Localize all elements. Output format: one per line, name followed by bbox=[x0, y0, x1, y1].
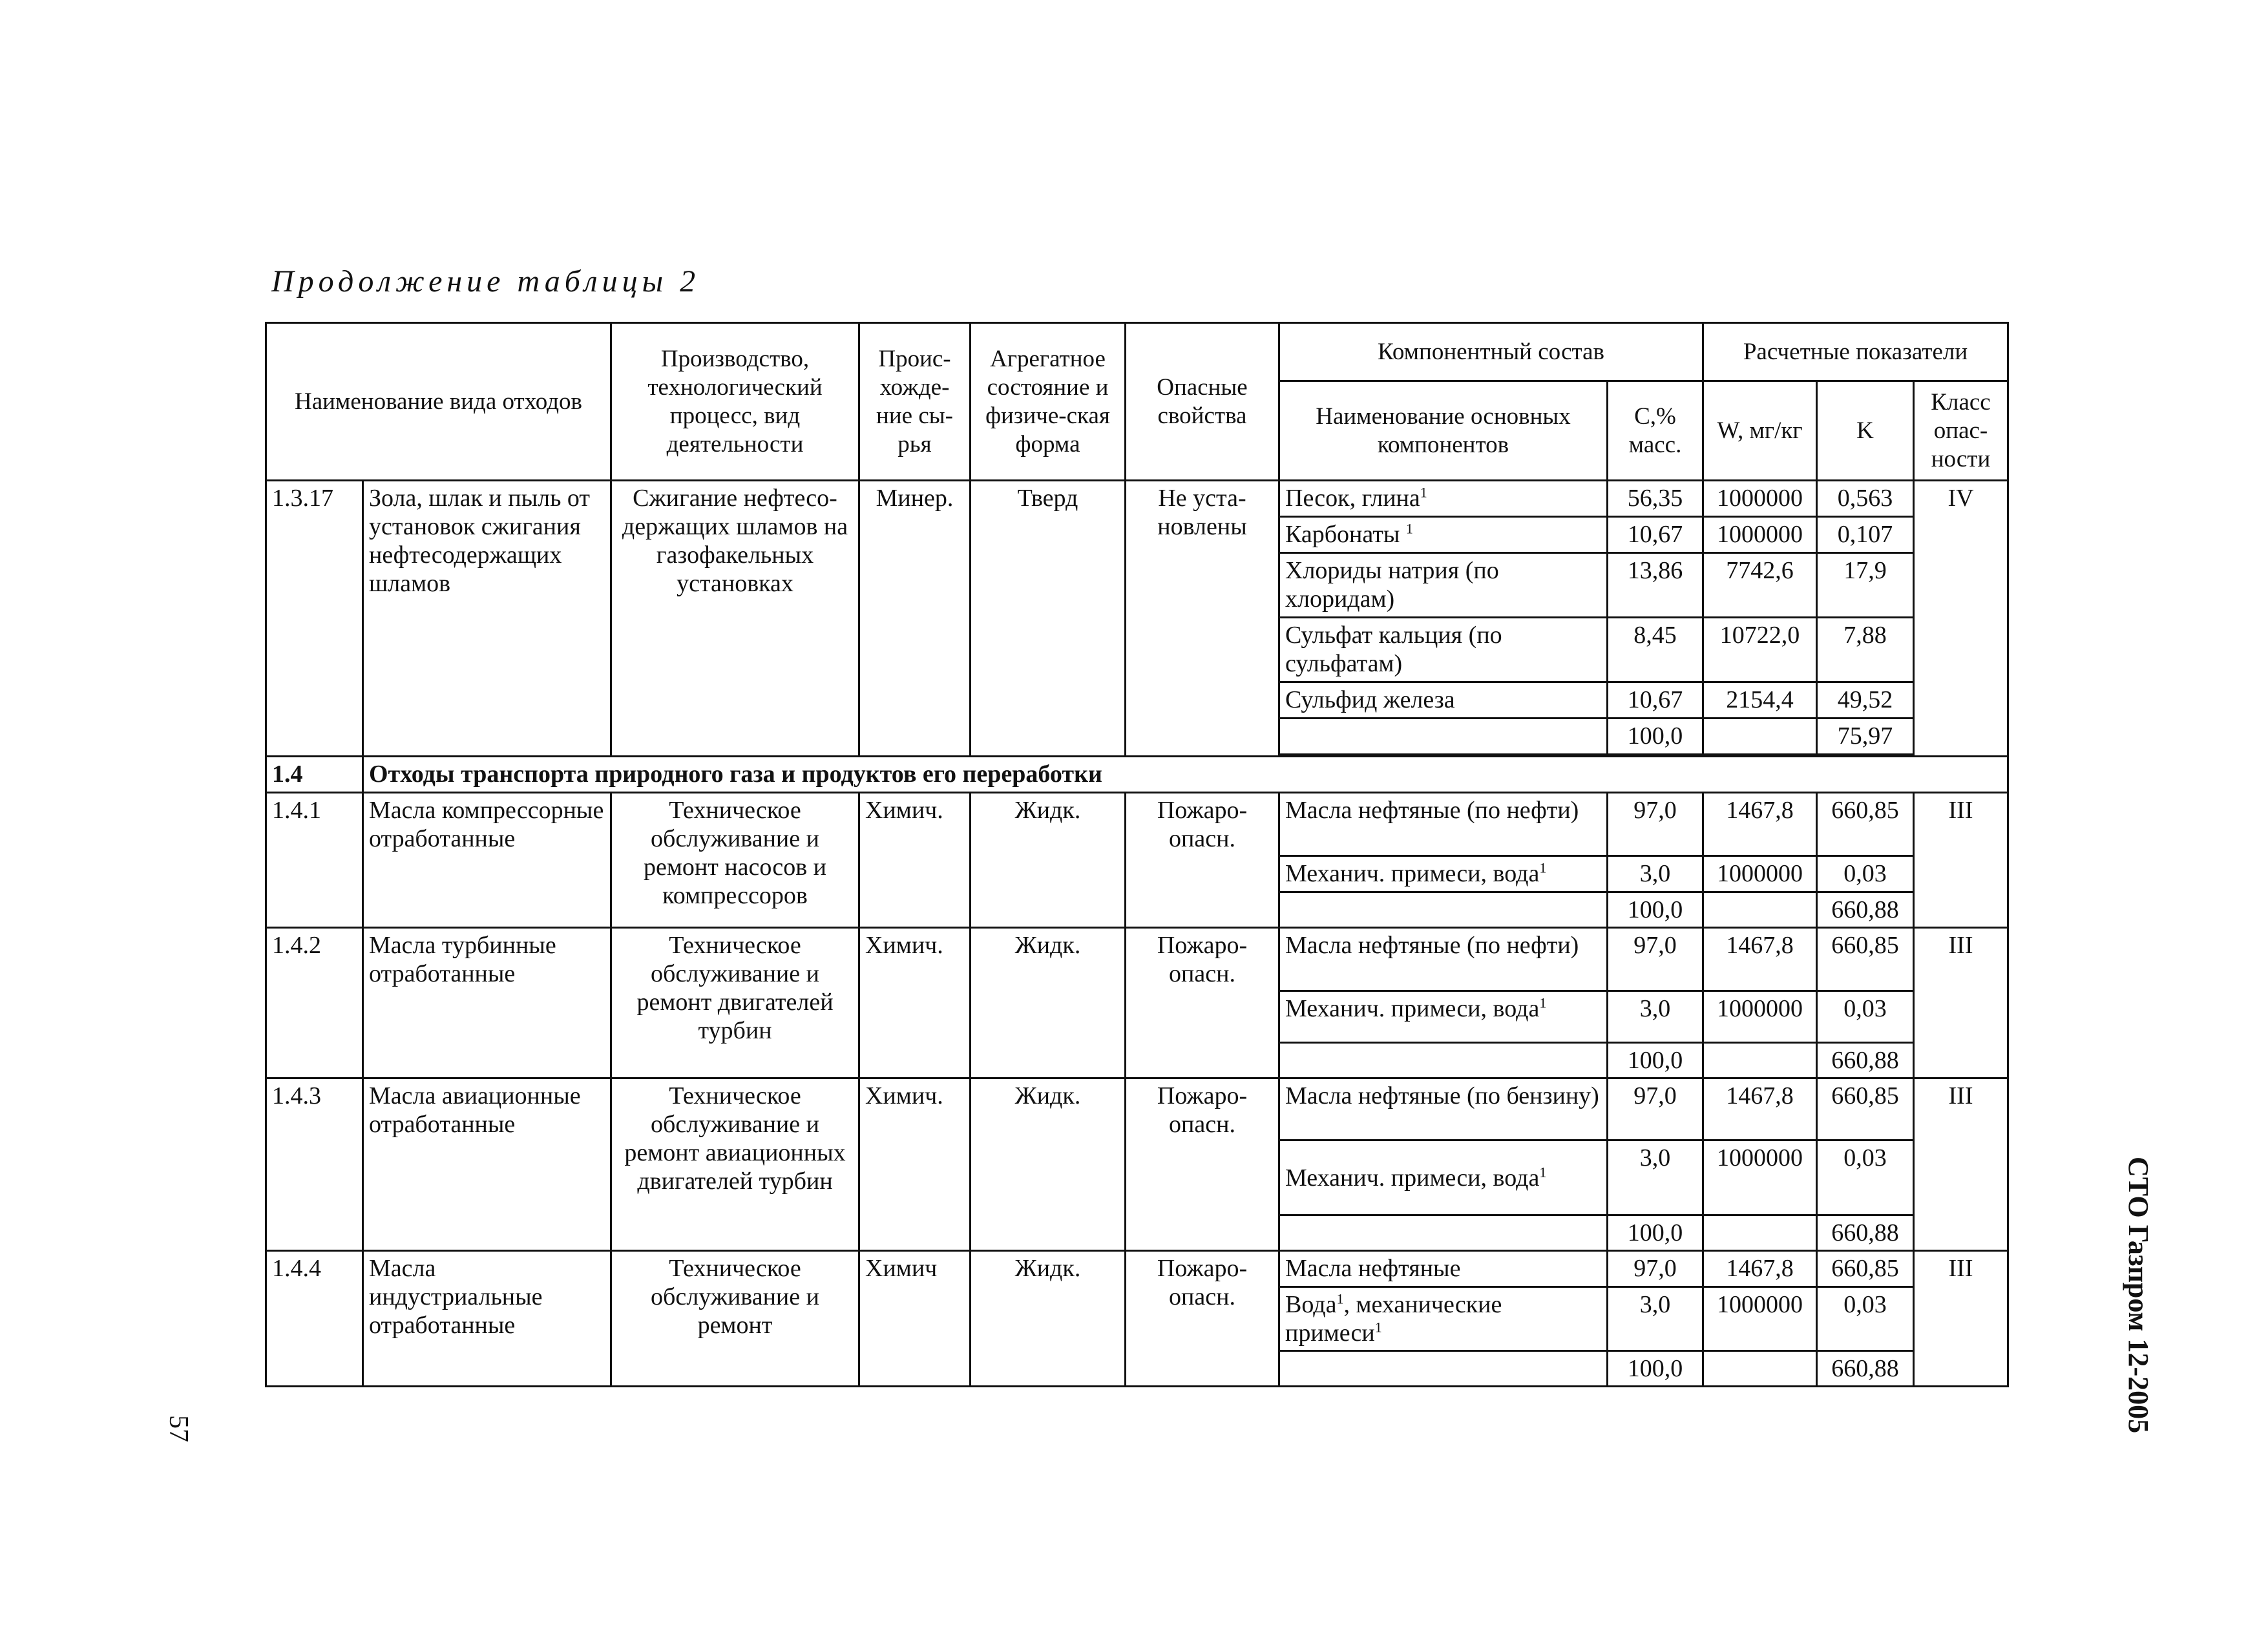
component-w: 1000000 bbox=[1703, 481, 1817, 517]
component-c: 97,0 bbox=[1608, 1251, 1703, 1287]
component-k: 660,85 bbox=[1817, 1078, 1914, 1140]
row-code: 1.4.4 bbox=[266, 1251, 363, 1387]
component-c: 10,67 bbox=[1608, 682, 1703, 719]
row-production: Техническое обслуживание и ремонт bbox=[611, 1251, 859, 1387]
total-w bbox=[1703, 1043, 1817, 1078]
row-class: IV bbox=[1914, 481, 2008, 757]
component-k: 0,107 bbox=[1817, 517, 1914, 553]
row-hazard: Пожаро-опасн. bbox=[1126, 1251, 1279, 1387]
component-name bbox=[1279, 1215, 1608, 1251]
total-w bbox=[1703, 892, 1817, 928]
component-c: 10,67 bbox=[1608, 517, 1703, 553]
row-aggregate: Тверд bbox=[971, 481, 1126, 757]
component-name: Карбонаты $^1$ bbox=[1279, 517, 1608, 553]
component-k: 0,03 bbox=[1817, 1140, 1914, 1215]
component-name bbox=[1279, 1043, 1608, 1078]
total-c: 100,0 bbox=[1608, 1351, 1703, 1387]
component-k: 0,03 bbox=[1817, 1287, 1914, 1351]
row-hazard: Пожаро-опасн. bbox=[1126, 793, 1279, 928]
row-class: III bbox=[1914, 1078, 2008, 1251]
component-name: Масла нефтяные (по нефти) bbox=[1279, 793, 1608, 856]
total-k: 75,97 bbox=[1817, 719, 1914, 755]
header-calc-group: Расчетные показатели bbox=[1703, 323, 2008, 381]
total-k: 660,88 bbox=[1817, 1351, 1914, 1387]
component-k: 0,563 bbox=[1817, 481, 1914, 517]
table-row bbox=[266, 928, 2008, 991]
row-class: III bbox=[1914, 928, 2008, 1078]
row-code: 1.3.17 bbox=[266, 481, 363, 757]
component-k: 660,85 bbox=[1817, 1251, 1914, 1287]
component-w: 1000000 bbox=[1703, 1287, 1817, 1351]
row-aggregate: Жидк. bbox=[971, 1078, 1126, 1251]
component-name: Сульфид железа bbox=[1279, 682, 1608, 719]
header-class: Класс опас-ности bbox=[1914, 381, 2008, 481]
component-c: 97,0 bbox=[1608, 793, 1703, 856]
header-name: Наименование вида отходов bbox=[266, 323, 611, 481]
component-w: 1467,8 bbox=[1703, 928, 1817, 991]
row-class: III bbox=[1914, 1251, 2008, 1387]
component-name: Масла нефтяные (по нефти) bbox=[1279, 928, 1608, 991]
section-row bbox=[266, 757, 2008, 793]
component-w: 1467,8 bbox=[1703, 1078, 1817, 1140]
row-origin: Химич bbox=[859, 1251, 971, 1387]
component-k: 0,03 bbox=[1817, 991, 1914, 1043]
component-k: 7,88 bbox=[1817, 618, 1914, 682]
component-name: Песок, глина$^1$ bbox=[1279, 481, 1608, 517]
component-c: 13,86 bbox=[1608, 553, 1703, 618]
component-name: Масла нефтяные (по бензину) bbox=[1279, 1078, 1608, 1140]
component-w: 1000000 bbox=[1703, 856, 1817, 892]
header-k: K bbox=[1817, 381, 1914, 481]
component-w: 1467,8 bbox=[1703, 1251, 1817, 1287]
component-name: Сульфат кальция (по сульфатам) bbox=[1279, 618, 1608, 682]
header-production: Производство, технологический процесс, вид деятельности bbox=[611, 323, 859, 481]
total-w bbox=[1703, 719, 1817, 755]
component-k: 0,03 bbox=[1817, 856, 1914, 892]
table-row bbox=[266, 1251, 2008, 1287]
header-w: W, мг/кг bbox=[1703, 381, 1817, 481]
total-c: 100,0 bbox=[1608, 1215, 1703, 1251]
row-origin: Химич. bbox=[859, 928, 971, 1078]
component-c: 3,0 bbox=[1608, 1287, 1703, 1351]
row-origin: Химич. bbox=[859, 1078, 971, 1251]
component-k: 660,85 bbox=[1817, 793, 1914, 856]
component-name: Хлориды натрия (по хлоридам) bbox=[1279, 553, 1608, 618]
component-name bbox=[1279, 892, 1608, 928]
component-c: 97,0 bbox=[1608, 928, 1703, 991]
component-c: 3,0 bbox=[1608, 991, 1703, 1043]
row-production: Техническое обслуживание и ремонт насосов и компрессоров bbox=[611, 793, 859, 928]
row-code: 1.4.1 bbox=[266, 793, 363, 928]
component-w: 10722,0 bbox=[1703, 618, 1817, 682]
total-w bbox=[1703, 1351, 1817, 1387]
row-hazard: Пожаро-опасн. bbox=[1126, 928, 1279, 1078]
component-c: 56,35 bbox=[1608, 481, 1703, 517]
row-aggregate: Жидк. bbox=[971, 793, 1126, 928]
component-k: 49,52 bbox=[1817, 682, 1914, 719]
row-name: Зола, шлак и пыль от установок сжигания нефтесодержащих шламов bbox=[363, 481, 611, 757]
component-name bbox=[1279, 1351, 1608, 1387]
total-k: 660,88 bbox=[1817, 892, 1914, 928]
row-origin: Минер. bbox=[859, 481, 971, 757]
row-name: Масла авиационные отработанные bbox=[363, 1078, 611, 1251]
table-row bbox=[266, 481, 2008, 517]
row-aggregate: Жидк. bbox=[971, 928, 1126, 1078]
component-name: Вода$^1$, механические примеси$^1$ bbox=[1279, 1287, 1608, 1351]
table-row bbox=[266, 1078, 2008, 1140]
section-title: Отходы транспорта природного газа и продуктов его переработки bbox=[363, 757, 2008, 793]
component-w: 1000000 bbox=[1703, 991, 1817, 1043]
total-k: 660,88 bbox=[1817, 1043, 1914, 1078]
document-code: СТО Газпром 12-2005 bbox=[2123, 1157, 2154, 1434]
page-number: 57 bbox=[163, 1415, 193, 1442]
row-production: Техническое обслуживание и ремонт авиационных двигателей турбин bbox=[611, 1078, 859, 1251]
row-name: Масла турбинные отработанные bbox=[363, 928, 611, 1078]
table-row bbox=[266, 793, 2008, 856]
total-k: 660,88 bbox=[1817, 1215, 1914, 1251]
row-aggregate: Жидк. bbox=[971, 1251, 1126, 1387]
component-c: 3,0 bbox=[1608, 1140, 1703, 1215]
row-origin: Химич. bbox=[859, 793, 971, 928]
waste-table bbox=[265, 322, 2009, 1387]
component-w: 1000000 bbox=[1703, 1140, 1817, 1215]
component-w: 2154,4 bbox=[1703, 682, 1817, 719]
table-caption: Продолжение таблицы 2 bbox=[271, 264, 700, 299]
row-hazard: Пожаро-опасн. bbox=[1126, 1078, 1279, 1251]
component-k: 17,9 bbox=[1817, 553, 1914, 618]
total-c: 100,0 bbox=[1608, 1043, 1703, 1078]
component-name: Механич. примеси, вода$^1$ bbox=[1279, 991, 1608, 1043]
component-name: Масла нефтяные bbox=[1279, 1251, 1608, 1287]
total-c: 100,0 bbox=[1608, 719, 1703, 755]
component-k: 660,85 bbox=[1817, 928, 1914, 991]
row-production: Техническое обслуживание и ремонт двигателей турбин bbox=[611, 928, 859, 1078]
header-origin: Проис-хожде-ние сы-рья bbox=[859, 323, 971, 481]
row-code: 1.4.2 bbox=[266, 928, 363, 1078]
row-hazard: Не уста-новлены bbox=[1126, 481, 1279, 757]
component-c: 8,45 bbox=[1608, 618, 1703, 682]
component-name: Механич. примеси, вода$^1$ bbox=[1279, 1140, 1608, 1215]
component-name bbox=[1279, 719, 1608, 755]
header-concentration: С,% масс. bbox=[1608, 381, 1703, 481]
row-name: Масла компрессорные отработанные bbox=[363, 793, 611, 928]
total-c: 100,0 bbox=[1608, 892, 1703, 928]
row-class: III bbox=[1914, 793, 2008, 928]
component-c: 3,0 bbox=[1608, 856, 1703, 892]
header-component-name: Наименование основных компонентов bbox=[1279, 381, 1608, 481]
section-code: 1.4 bbox=[266, 757, 363, 793]
component-name: Механич. примеси, вода$^1$ bbox=[1279, 856, 1608, 892]
component-c: 97,0 bbox=[1608, 1078, 1703, 1140]
component-w: 1000000 bbox=[1703, 517, 1817, 553]
component-w: 7742,6 bbox=[1703, 553, 1817, 618]
header-aggregate: Агрегатное состояние и физиче-ская форма bbox=[971, 323, 1126, 481]
total-w bbox=[1703, 1215, 1817, 1251]
row-name: Масла индустриальные отработанные bbox=[363, 1251, 611, 1387]
row-code: 1.4.3 bbox=[266, 1078, 363, 1251]
row-production: Сжигание нефтесо-держащих шламов на газофакельных установках bbox=[611, 481, 859, 757]
header-hazard: Опасные свойства bbox=[1126, 323, 1279, 481]
header-component-group: Компонентный состав bbox=[1279, 323, 1703, 381]
component-w: 1467,8 bbox=[1703, 793, 1817, 856]
